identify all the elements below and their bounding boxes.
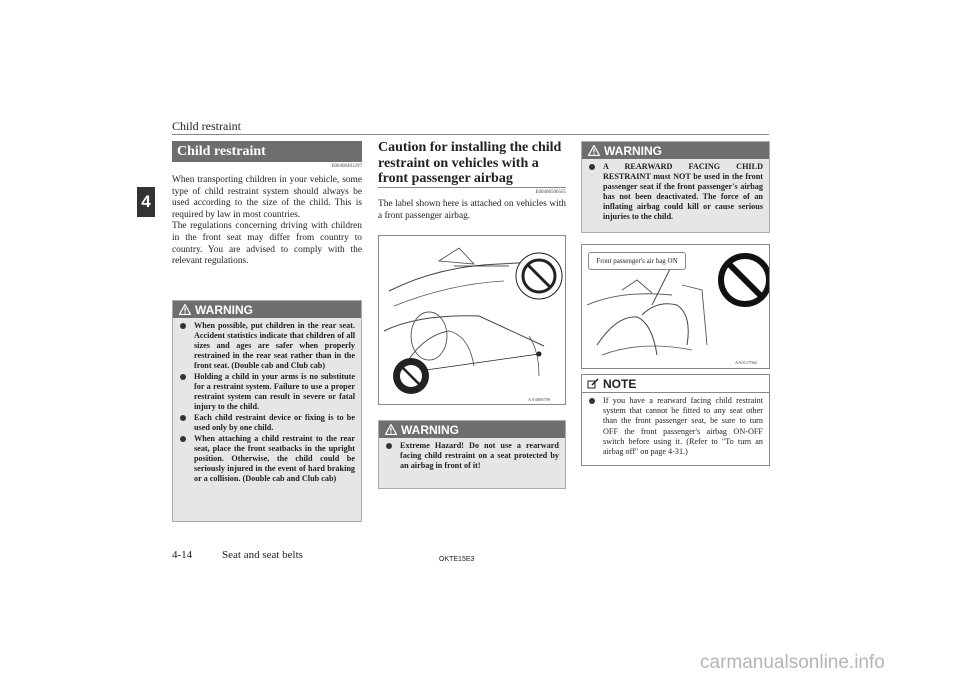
warning-item-text: Holding a child in your arms is no substitute for a restraint system. Failure to use a proper restraint system can result in severe or fatal injury to the child. <box>194 372 355 411</box>
note-box <box>581 374 770 466</box>
note-list <box>582 393 769 461</box>
title-rule <box>378 187 566 188</box>
warning-label: WARNING <box>604 143 662 158</box>
bullet-icon <box>386 443 392 449</box>
warning-item-text: Each child restraint device or fixing is to be used only by one child. <box>194 413 355 432</box>
warning-triangle-icon <box>588 145 600 156</box>
warning-item <box>588 162 763 222</box>
warning-header <box>173 301 361 318</box>
warning-item <box>179 434 355 484</box>
note-header <box>582 375 769 393</box>
note-label: NOTE <box>603 376 637 391</box>
chapter-tab: 4 <box>137 187 155 217</box>
note-item <box>588 396 763 457</box>
figure-callout-label: Front passenger's air bag ON <box>588 252 686 270</box>
paragraph: The regulations concerning driving with children in the front seat may differ from country to country. You are advised to comply with the relevant regulations. <box>172 221 362 267</box>
document-code: OKTE15E3 <box>439 556 475 563</box>
bullet-icon <box>589 398 595 404</box>
figure-code: AA0117962 <box>735 360 758 365</box>
warning-box <box>378 420 566 489</box>
section-title-airbag: Caution for installing the child restraint on vehicles with a front passenger airbag <box>378 140 562 186</box>
warning-box <box>581 141 770 233</box>
bullet-icon <box>180 436 186 442</box>
warning-item-text: Extreme Hazard! Do not use a rearward facing child restraint on a seat protected by an airbag in front of it! <box>400 441 559 470</box>
warning-header <box>379 421 565 438</box>
dashboard-airbag-label-figure <box>378 235 566 405</box>
header-rule <box>172 134 769 135</box>
figure-code: AA3008799 <box>528 397 551 402</box>
warning-item-text: A REARWARD FACING CHILD RESTRAINT must NOT be used in the front passenger seat if the front passenger's airbag has not been deactivated. The force of an inflating airbag could kill or cause serious injuries to the child. <box>603 162 763 221</box>
warning-triangle-icon <box>385 424 397 435</box>
section-code: E00406500565 <box>535 190 566 195</box>
section-code: E00406401297 <box>331 164 362 169</box>
chapter-title: Seat and seat belts <box>222 549 303 561</box>
warning-item <box>385 441 559 471</box>
col1-body <box>172 175 362 268</box>
bullet-icon <box>180 415 186 421</box>
warning-item <box>179 321 355 371</box>
bullet-icon <box>589 164 595 170</box>
paragraph: The label shown here is attached on vehicles with a front passenger airbag. <box>378 199 566 221</box>
warning-item-text: When possible, put children in the rear seat. Accident statistics indicate that children of all sizes and ages are safer when properly restrained in the rear seat rather than in the front seat. (Double cab and Club cab) <box>194 321 355 370</box>
watermark: carmanualsonline.info <box>700 652 885 673</box>
warning-list <box>173 318 361 489</box>
note-pencil-icon <box>587 378 599 389</box>
warning-list <box>582 159 769 227</box>
warning-label: WARNING <box>195 302 253 317</box>
warning-triangle-icon <box>179 304 191 315</box>
bullet-icon <box>180 374 186 380</box>
section-title: Child restraint <box>172 141 362 162</box>
warning-label: WARNING <box>401 422 459 437</box>
paragraph: When transporting children in your vehicle, some type of child restraint system should always be used according to the size of the child. This is required by law in most countries. <box>172 175 362 220</box>
warning-header <box>582 142 769 159</box>
page-number: 4-14 <box>172 549 193 561</box>
warning-item-text: When attaching a child restraint to the rear seat, place the front seatbacks in the upright position. Otherwise, the child could be seriously injured in the event of hard braking or a collision. (Double cab and Club cab) <box>194 434 355 483</box>
running-header: Child restraint <box>172 119 241 133</box>
airbag-on-figure <box>581 244 770 369</box>
bullet-icon <box>180 323 186 329</box>
warning-item <box>179 372 355 412</box>
dashboard-illustration <box>379 236 565 404</box>
warning-list <box>379 438 565 476</box>
warning-item <box>179 413 355 433</box>
warning-box <box>172 300 362 522</box>
note-item-text: If you have a rearward facing child restraint system that cannot be fitted to any seat other than the front passenger seat, be sure to turn OFF the front passenger's airbag ON-OFF switch before using it. (Refer to "To turn an airbag off" on page 4-31.) <box>603 396 763 457</box>
